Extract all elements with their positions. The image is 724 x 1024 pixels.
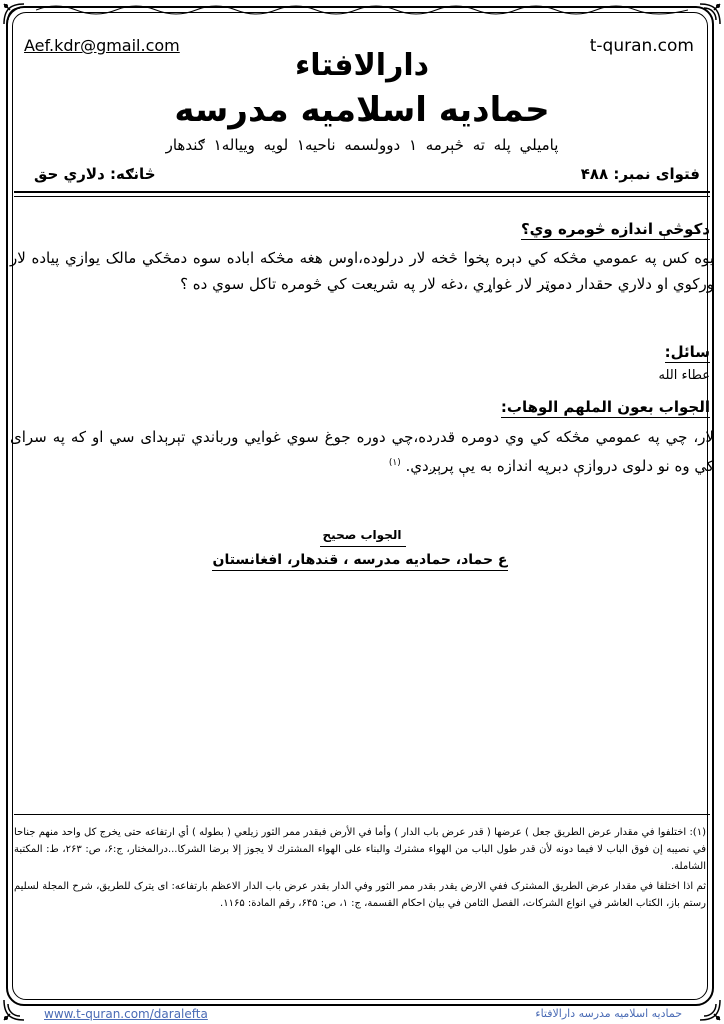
footnote-divider [14,814,710,815]
answer-text [10,424,714,479]
asker-label: سائل: [664,343,710,361]
fatwa-number [581,165,700,183]
approval-heading: الجواب صحيح [322,528,402,542]
answer-heading: الجواب بعون الملهم الوهاب: [500,398,710,416]
approval-signature: ع حماد، حماديه مدرسه ، قندهار، افغانستان [212,552,508,571]
top-border-ornament-icon [36,2,688,18]
header-divider [14,191,710,193]
header-divider-thin [14,196,710,197]
fatwa-category [34,165,156,183]
approval-underline [320,546,406,547]
answer-body: لار، چي په عمومي مڅکه کي وي دومره قدرده،چي دوره جوغ سوي غوايي ورباندي تېرېدای سي او که په سرای کي وه نو دلوی دروازې دبرپه اندازه به يې پرېږدي. [10,428,714,475]
question-text: يوه کس په عمومي مڅکه کي دېره پخوا څخه لار درلوده،اوس هغه مڅکه اباده سوه دمڅکي مالک يوازي پياده لار ورکوي او دلاري حقدار دموټر لار غواړي ،دغه لار په شريعت کي څومره تاکل سوي ده ؟ [10,249,714,293]
institution-subtitle: دارالافتاء [294,48,430,83]
fatwa-number-label: فتوای نمبر: [613,165,700,183]
footer-url[interactable]: www.t-quran.com/daralefta [44,1007,208,1021]
fatwa-number-value: ۴۸۸ [580,165,609,183]
corner-ornament-icon [696,0,724,28]
corner-ornament-icon [0,0,28,28]
corner-ornament-icon [696,996,724,1024]
footnote-1: (۱): اختلفوا في مقدار عرض الطريق جعل ) عرضها ( قدر عرض باب الدار ) وأما في الأرض فبقدر ممر الثور زيلعي ( بطوله ) أي ارتفاعه حتى يخرج كل واحد منهم جناحا في نصيبه إن فوق الباب لا فيما دونه لأن قدر طول الباب من الهواء مشترك والبناء على الهواء المشترك لا يجوز إلا برضا الشركا...درالمختار، ج:۶، ص: ۲۶۳، ط: المكتبة الشاملة. [14,827,706,872]
footnote-reference[interactable]: (۱) [388,458,401,468]
corner-ornament-icon [0,996,28,1024]
contact-email[interactable]: Aef.kdr@gmail.com [24,36,180,55]
footnote-2: ثم اذا اختلفا في مقدار عرض الطريق المشترک ففي الارض يقدر بقدر ممر الثور وفي الدار بقدر عرض باب الدار الاعظم بارتفاعه: اى يترک للطريق، شرح المجلة لسليم رستم باز، الكتاب العاشر في انواع الشركات، الفصل الثامن في بيان احكام القسمة، ج: ۱، ص: ۶۴۵، رقم المادة: ۱۱۶۵. [14,881,706,909]
institution-title: حمادیه اسلامیه مدرسه [174,90,550,130]
asker-name: عطاء الله [658,368,710,383]
category-value: دلاري حق [34,165,105,183]
institution-address: پاميلي پله ته څېرمه ۱ دوولسمه ناحيه۱ لويه ويياله۱ ګندهار [165,136,559,154]
category-label: څانګه: [110,165,156,183]
question-heading: دکوڅې اندازه څومره وي؟ [520,220,710,238]
footer-institution: حماديه اسلاميه مدرسه دارالافتاء [535,1007,682,1020]
website-link[interactable]: t-quran.com [589,36,694,56]
